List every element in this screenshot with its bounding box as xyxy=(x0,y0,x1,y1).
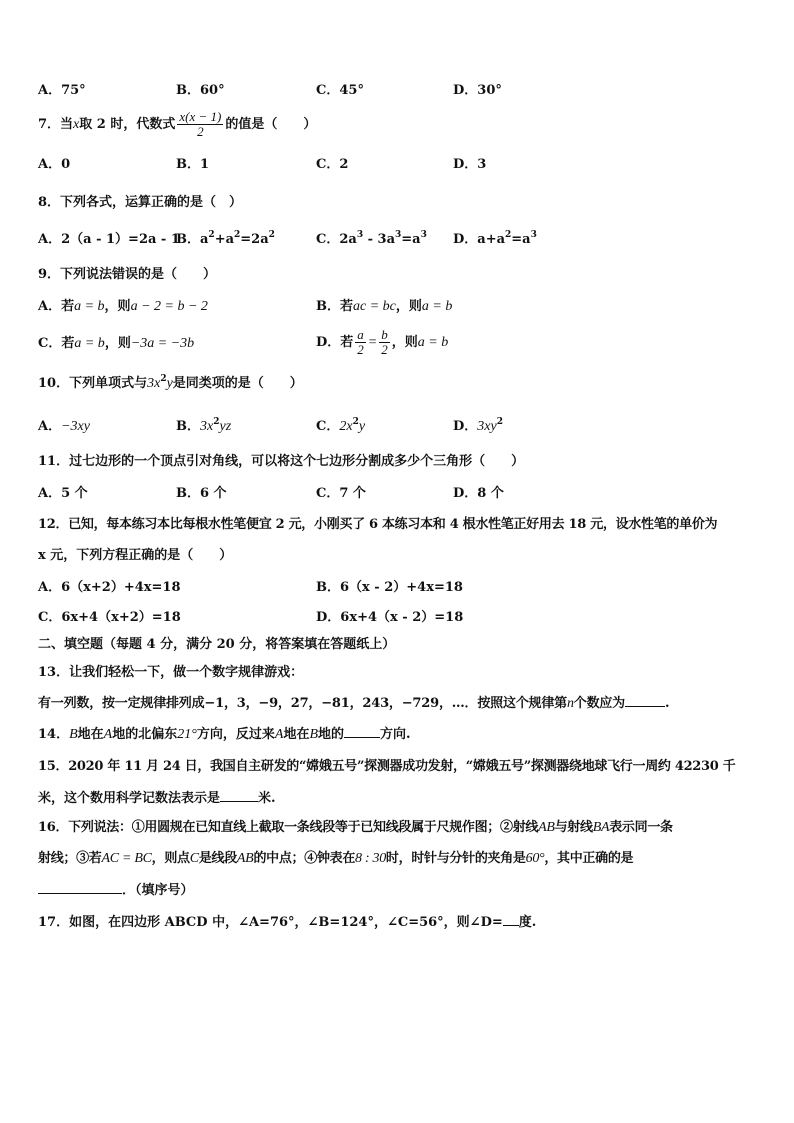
q16-stem-line1: 16．下列说法：①用圆规在已知直线上截取一条线段等于已知线段属于尺规作图；②射线AB与射线BA表示同一条 xyxy=(38,820,673,835)
q15-stem-line1: 15．2020 年 11 月 24 日，我国自主研发的“嫦娥五号”探测器成功发射，“嫦娥五号”探测器绕地球飞行一周约 42230 千 xyxy=(38,759,736,774)
q10-stem: 10．下列单项式与$3x^2y$是同类项的是（ ） xyxy=(38,374,303,391)
q11-option-a: A．5 个 xyxy=(38,486,88,501)
q6-option-a: A．75° xyxy=(38,83,86,98)
q9-option-a: A．若a = b，则a − 2 = b − 2 xyxy=(38,299,208,314)
q11-option-c: C．7 个 xyxy=(316,486,366,501)
q10-option-b: B．$3x^2yz$ xyxy=(176,417,232,434)
q14-stem: 14．B地在A地的北偏东21°方向，反过来A地在B地的 方向. xyxy=(38,727,411,742)
q10-option-d: D．$3xy^2$ xyxy=(453,417,503,434)
q16-stem-line3: ．（填序号） xyxy=(38,881,194,900)
q7-option-d: D．3 xyxy=(453,157,487,172)
q13-sequence: 有一列数，按一定规律排列成−1，3，−9，27，−81，243，−729，…．按照这个规律第n个数应为 . xyxy=(38,696,670,711)
q12-stem-line2: x 元，下列方程正确的是（ ） xyxy=(38,548,233,563)
q12-option-d: D．6x+4（x - 2）=18 xyxy=(316,610,464,625)
q12-option-b: B．6（x - 2）+4x=18 xyxy=(316,580,463,595)
q14-answer-blank[interactable] xyxy=(344,725,380,738)
q12-option-c: C．6x+4（x+2）=18 xyxy=(38,610,181,625)
q7-stem: 7．当x取 2 时，代数式 $\frac{x(x - 1)}{2}$ 的值是（ ） xyxy=(38,109,317,139)
q11-option-b: B．6 个 xyxy=(176,486,227,501)
q7-option-b: B．1 xyxy=(176,157,210,172)
q8-option-b: B．$a^2+a^2=2a^2$ xyxy=(176,230,275,247)
q11-stem: 11．过七边形的一个顶点引对角线，可以将这个七边形分割成多少个三角形（ ） xyxy=(38,454,525,469)
q8-option-d: D．$a+a^2=a^3$ xyxy=(453,230,537,247)
q10-option-a: A．−3xy xyxy=(38,419,90,434)
q15-answer-blank[interactable] xyxy=(220,789,258,802)
q8-option-c: C．$2a^3 - 3a^3=a^3$ xyxy=(316,230,427,247)
q15-stem-line2: 米，这个数用科学记数法表示是 米. xyxy=(38,791,276,806)
q10-option-c: C．$2x^2y$ xyxy=(316,417,366,434)
q8-stem: 8．下列各式，运算正确的是（ ） xyxy=(38,195,243,210)
q7-option-a: A．0 xyxy=(38,157,71,172)
q6-option-b: B．60° xyxy=(176,83,225,98)
q16-stem-line2: 射线；③若AC = BC，则点C是线段AB的中点；④钟表在8 : 30时，时针与分针的夹角是60°，其中正确的是 xyxy=(38,851,634,866)
q9-stem: 9．下列说法错误的是（ ） xyxy=(38,267,217,282)
q7-option-c: C．2 xyxy=(316,157,349,172)
q6-option-c: C．45° xyxy=(316,83,364,98)
q6-option-d: D．30° xyxy=(453,83,502,98)
q9-option-d: D．若 $\frac{a}{2}$ = $\frac{b}{2}$ ，则a = b xyxy=(316,327,449,357)
section-heading: 二、填空题（每题 4 分，满分 20 分，将答案填在答题纸上） xyxy=(38,637,396,652)
q17-answer-blank[interactable] xyxy=(503,913,519,926)
q7-fraction: $\frac{x(x - 1)}{2}$ xyxy=(179,109,222,139)
q12-stem-line1: 12．已知，每本练习本比每根水性笔便宜 2 元，小刚买了 6 本练习本和 4 根水性笔正好用去 18 元，设水性笔的单价为 xyxy=(38,517,718,532)
q13-stem: 13．让我们轻松一下，做一个数字规律游戏： xyxy=(38,665,304,680)
q17-stem: 17．如图，在四边形 ABCD 中，∠A=76°，∠B=124°，∠C=56°，则∠D= 度. xyxy=(38,915,537,930)
q16-answer-blank[interactable] xyxy=(38,881,122,894)
q12-option-a: A．6（x+2）+4x=18 xyxy=(38,580,181,595)
q9-option-c: C．若a = b，则−3a = −3b xyxy=(38,336,195,351)
q13-answer-blank[interactable] xyxy=(625,694,665,707)
q9-option-b: B．若ac = bc，则a = b xyxy=(316,299,453,314)
q8-option-a: A．2（a - 1）=2a - 1 xyxy=(38,232,180,247)
q11-option-d: D．8 个 xyxy=(453,486,504,501)
